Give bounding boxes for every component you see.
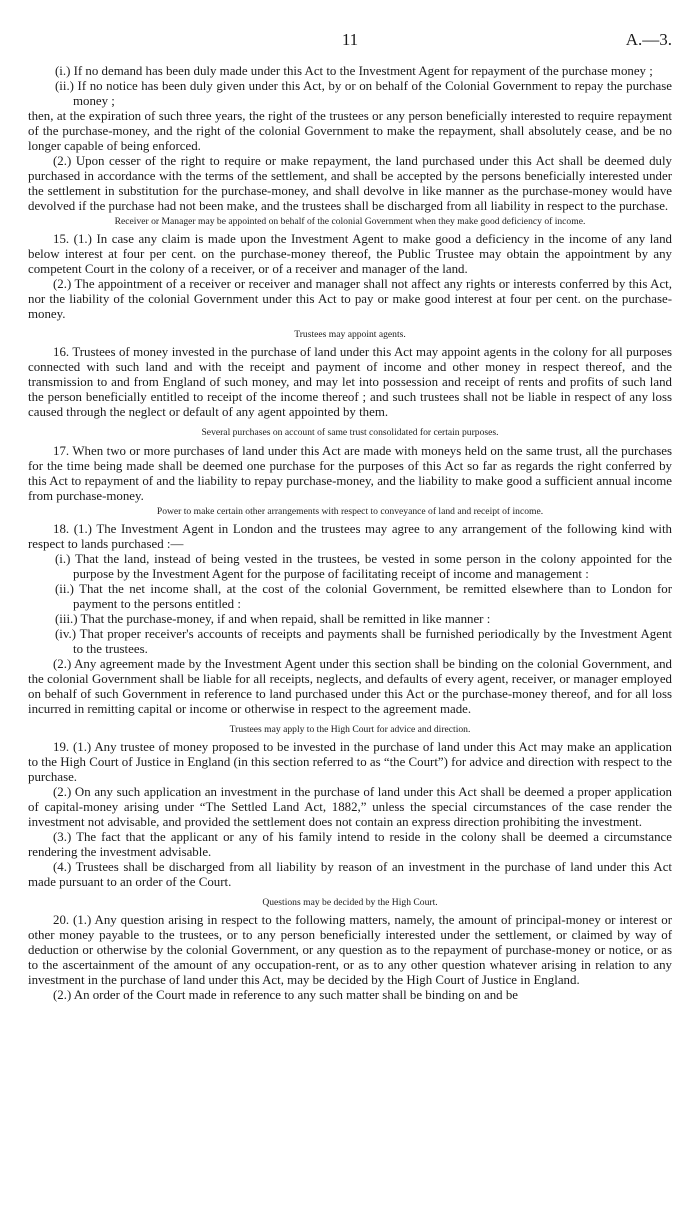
marginal-note: Trustees may apply to the High Court for advice and direction. <box>229 723 471 735</box>
paragraph: (iii.) That the purchase-money, if and when repaid, shall be remitted in like manner : <box>55 611 491 626</box>
paragraph: (3.) The fact that the applicant or any of his family intend to reside in the colony shall be deemed a circumstance rendering the investment advisable. <box>28 830 672 860</box>
paragraph: 15. (1.) In case any claim is made upon the Investment Agent to make good a deficiency in the income of any land below interest at four per cent. on the purchase-money thereof, the Public Trustee may obtain the appointment by any competent Court in the colony of a receiver, or of a receiver and manager of the land. <box>28 232 672 277</box>
marginal-note: Several purchases on account of same trust consolidated for certain purposes. <box>201 427 499 439</box>
marginal-note: Receiver or Manager may be appointed on behalf of the colonial Government when they make good deficiency of income. <box>114 216 586 227</box>
paragraph: (iv.) That proper receiver's accounts of receipts and payments shall be furnished periodically by the Investment Agent to the trustees. <box>55 626 672 656</box>
marginal-note: Questions may be decided by the High Court. <box>262 897 438 909</box>
paragraph: (2.) Any agreement made by the Investment Agent under this section shall be binding on the colonial Government, and the colonial Government shall be liable for all receipts, neglects, and defaults of every agent, receiver, or manager employed on behalf of such Government in reference to land purchased under this Act or the purchase-money thereof, and for all loss incurred in remitting capital or income or otherwise in respect to the agreement made. <box>28 656 672 716</box>
paragraph: (i.) If no demand has been duly made under this Act to the Investment Agent for repayment of the purchase money ; <box>55 64 653 78</box>
marginal-note: Trustees may appoint agents. <box>294 329 406 341</box>
paragraph: 20. (1.) Any question arising in respect to the following matters, namely, the amount of principal-money or interest or other money payable to the trustees, or to any person beneficially interested under the settlement, or claimed by way of deduction or otherwise by the colonial Government, or any question as to the repayment of purchase-money or notice, or as to the ascertainment of the amount of any occupation-rent, or as to any other question whatever arising in relation to any investment in the purchase of land under this Act, may be decided by the High Court of Justice in England. <box>28 913 672 988</box>
paragraph: (4.) Trustees shall be discharged from all liability by reason of an investment in the purchase of land under this Act made pursuant to an order of the Court. <box>28 860 672 890</box>
paragraph: (ii.) That the net income shall, at the cost of the colonial Government, be remitted elsewhere than to London for payment to the persons entitled : <box>55 581 672 611</box>
page-number: 11 <box>341 30 359 49</box>
paragraph: 18. (1.) The Investment Agent in London and the trustees may agree to any arrangement of the following kind with respect to lands purchased :— <box>28 521 672 551</box>
paragraph: (2.) An order of the Court made in reference to any such matter shall be binding on and be <box>53 988 518 1003</box>
paragraph: 17. When two or more purchases of land under this Act are made with moneys held on the same trust, all the purchases for the time being made shall be deemed one purchase for the purposes of this Act so far as regards the right conferred by this Act to repayment of and the liability to repay purchase-money, and the liability to make good a sufficient annual income from purchase-money. <box>28 443 672 503</box>
paragraph: (2.) The appointment of a receiver or receiver and manager shall not affect any rights or interests conferred by this Act, nor the liability of the colonial Government under this Act to pay or make good interest at four per cent. on the purchase-money. <box>28 277 672 322</box>
paragraph: 16. Trustees of money invested in the purchase of land under this Act may appoint agents in the colony for all purposes connected with such land and with the receipt and payment of income and other money in respect thereof, and the transmission to and from England of such money, and may let into possession and receipt of rents and profits of such land the person beneficially entitled to receipt of the income thereof ; and such trustees shall not be liable in respect of any loss caused through the neglect or default of any agent appointed by them. <box>28 345 672 420</box>
document-reference: A.—3. <box>625 30 672 49</box>
marginal-note: Power to make certain other arrangements with respect to conveyance of land and receipt of income. <box>156 505 544 517</box>
paragraph: (ii.) If no notice has been duly given under this Act, by or on behalf of the Colonial Government to repay the purchase money ; <box>55 79 672 108</box>
page-header <box>28 30 672 64</box>
paragraph: 19. (1.) Any trustee of money proposed to be invested in the purchase of land under this Act may make an application to the High Court of Justice in England (in this section referred to as “the Court”) for advice and direction with respect to the purchase. <box>28 740 672 785</box>
paragraph: (2.) On any such application an investment in the purchase of land under this Act shall be deemed a proper application of capital-money arising under “The Settled Land Act, 1882,” unless the special circumstances of the case render the investment not advisable, and provided the settlement does not contain an express direction prohibiting the investment. <box>28 785 672 830</box>
paragraph: (2.) Upon cesser of the right to require or make repayment, the land purchased under this Act shall be deemed duly purchased in accordance with the terms of the settlement, and shall be accepted by the persons beneficially interested under the settlement in substitution for the purchase-money, and shall devolve in like manner as the purchase-money would have devolved if the purchase had not been make, and the trustees shall be discharged from all liability in respect to the purchase. <box>28 154 672 213</box>
paragraph: then, at the expiration of such three years, the right of the trustees or any person beneficially interested to require repayment of the purchase-money, and the right of the colonial Government to make the repayment, shall absolutely cease, and be no longer capable of being enforced. <box>28 109 672 153</box>
paragraph: (i.) That the land, instead of being vested in the trustees, be vested in some person in the colony appointed for the purpose by the Investment Agent for the purpose of facilitating receipt of income and management : <box>55 551 672 581</box>
